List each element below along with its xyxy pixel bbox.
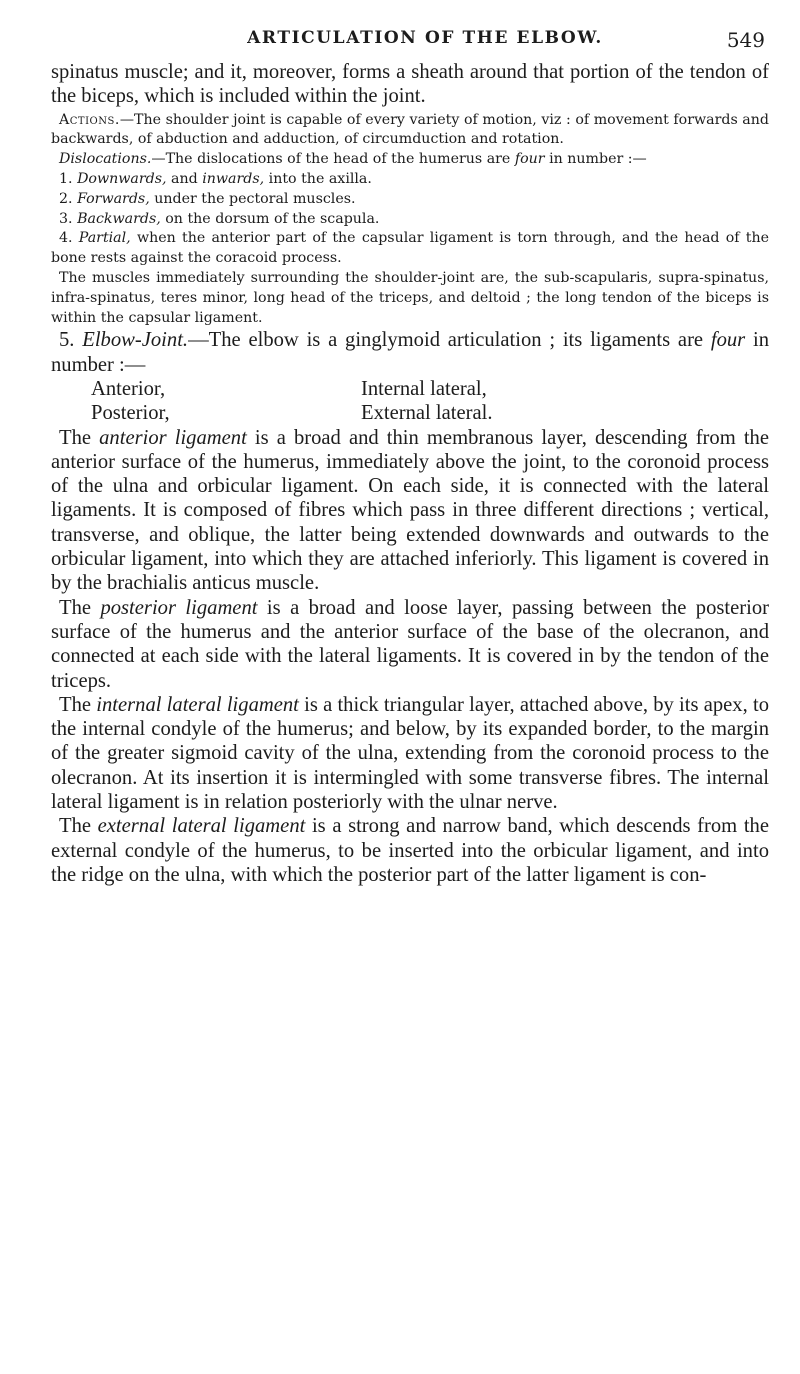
dislocations-label: Dislocations.: [59, 151, 152, 168]
dislocation-item: [51, 170, 769, 190]
paragraph-prefix: The: [59, 815, 98, 838]
paragraph-text: is a thick triangular layer, attached above, by its apex, to the internal condyle of the humerus; and below, by its expanded border, to the margin of the greater sigmoid cavity of the ulna, extending from the coronoid process to the olecranon. At its insertion it is intermingled with some transverse fibres. The internal lateral ligament is in relation posteriorly with the ulnar nerve.: [51, 693, 769, 813]
elbow-label: Elbow-Joint.: [82, 329, 189, 352]
anterior-ligament-paragraph: [51, 426, 769, 596]
ligament-external-lateral: External lateral.: [361, 402, 493, 425]
intro-paragraph: spinatus muscle; and it, moreover, forms a sheath around that portion of the tendon of the biceps, which is included within the joint.: [51, 61, 769, 108]
dislocations-text-before: —The dislocations of the head of the humerus are: [151, 151, 515, 168]
item-text: on the dorsum of the scapula.: [160, 210, 380, 227]
item-text: when the anterior part of the capsular ligament is torn through, and the head of the bone rests against the coracoid process.: [51, 230, 769, 267]
muscles-paragraph: The muscles immediately surrounding the shoulder-joint are, the sub-scapularis, supra-spinatus, infra-spinatus, teres minor, long head of the triceps, and deltoid ; the long tendon of the biceps is within the capsular ligament.: [51, 269, 769, 326]
external-lateral-paragraph: [51, 814, 769, 887]
paragraph-text: is a strong and narrow band, which descends from the external condyle of the humerus, to be inserted into the orbicular ligament, and into the ridge on the ulna, with which the posterior part of the latter ligament is con-: [51, 815, 769, 886]
item-term: Partial,: [78, 230, 131, 247]
dislocation-item: [51, 210, 769, 230]
paragraph-term: anterior ligament: [99, 426, 247, 449]
shoulder-notes: [51, 111, 769, 329]
ligament-anterior: Anterior,: [91, 377, 166, 400]
ligament-list: [91, 377, 769, 426]
item-term: Forwards,: [77, 190, 150, 207]
ligament-posterior: Posterior,: [91, 402, 170, 425]
running-title: ARTICULATION OF THE ELBOW.: [247, 28, 603, 48]
actions-paragraph: [51, 111, 769, 151]
dislocation-item: [51, 229, 769, 269]
item-term: Downwards,: [77, 170, 167, 187]
paragraph-term: posterior ligament: [100, 596, 258, 619]
paragraph-prefix: The: [59, 693, 97, 716]
dislocation-item: [51, 190, 769, 210]
paragraph-prefix: The: [59, 596, 101, 619]
elbow-section: [51, 328, 769, 377]
paragraph-text: is a broad and thin membranous layer, descending from the anterior surface of the humerus, immediately above the joint, to the coronoid process of the ulna and orbicular ligament. On each side, it is connected with the lateral ligaments. It is composed of fibres which pass in three different directions ; vertical, transverse, and oblique, the latter being extended downwards and outwards to the orbicular ligament, into which they are attached inferiorly. This ligament is covered in by the brachialis anticus muscle.: [51, 426, 769, 595]
paragraph-term: external lateral ligament: [97, 815, 306, 838]
item-text: under the pectoral muscles.: [149, 190, 356, 207]
item-number: 2.: [59, 190, 73, 207]
item-number: 4.: [59, 230, 73, 247]
paragraph-prefix: The: [59, 426, 100, 449]
running-header: [51, 28, 769, 60]
actions-text: —The shoulder joint is capable of every variety of motion, viz : of movement forwards and backwards, of abduction and adduction, of circumduction and rotation.: [51, 111, 769, 148]
elbow-text-before: —The elbow is a ginglymoid articulation ; its ligaments are: [188, 329, 711, 352]
actions-label: Actions.: [59, 111, 120, 128]
item-number: 3.: [59, 210, 73, 227]
ligament-internal-lateral: Internal lateral,: [361, 377, 487, 400]
dislocations-emphasis: four: [514, 151, 545, 168]
item-term: Backwards,: [77, 210, 161, 227]
elbow-text-after: in number :—: [51, 329, 770, 376]
page-number: 549: [726, 28, 765, 52]
dislocations-paragraph: [51, 150, 769, 170]
dislocations-text-after: in number :—: [544, 151, 647, 168]
paragraph-term: internal lateral ligament: [96, 693, 299, 716]
elbow-emphasis: four: [710, 329, 746, 352]
intro-block: [51, 60, 769, 109]
item-middle: and: [166, 170, 203, 187]
elbow-number: 5.: [59, 329, 75, 352]
elbow-heading-paragraph: [51, 328, 769, 377]
item-text: into the axilla.: [264, 170, 372, 187]
posterior-ligament-paragraph: [51, 596, 769, 693]
item-number: 1.: [59, 170, 73, 187]
ligament-descriptions: [51, 426, 769, 888]
internal-lateral-paragraph: [51, 693, 769, 814]
item-term-2: inwards,: [202, 170, 265, 187]
paragraph-text: is a broad and loose layer, passing between the posterior surface of the humerus and the anterior surface of the base of the olecranon, and connected at each side with the lateral ligaments. It is covered in by the tendon of the triceps.: [51, 596, 769, 692]
